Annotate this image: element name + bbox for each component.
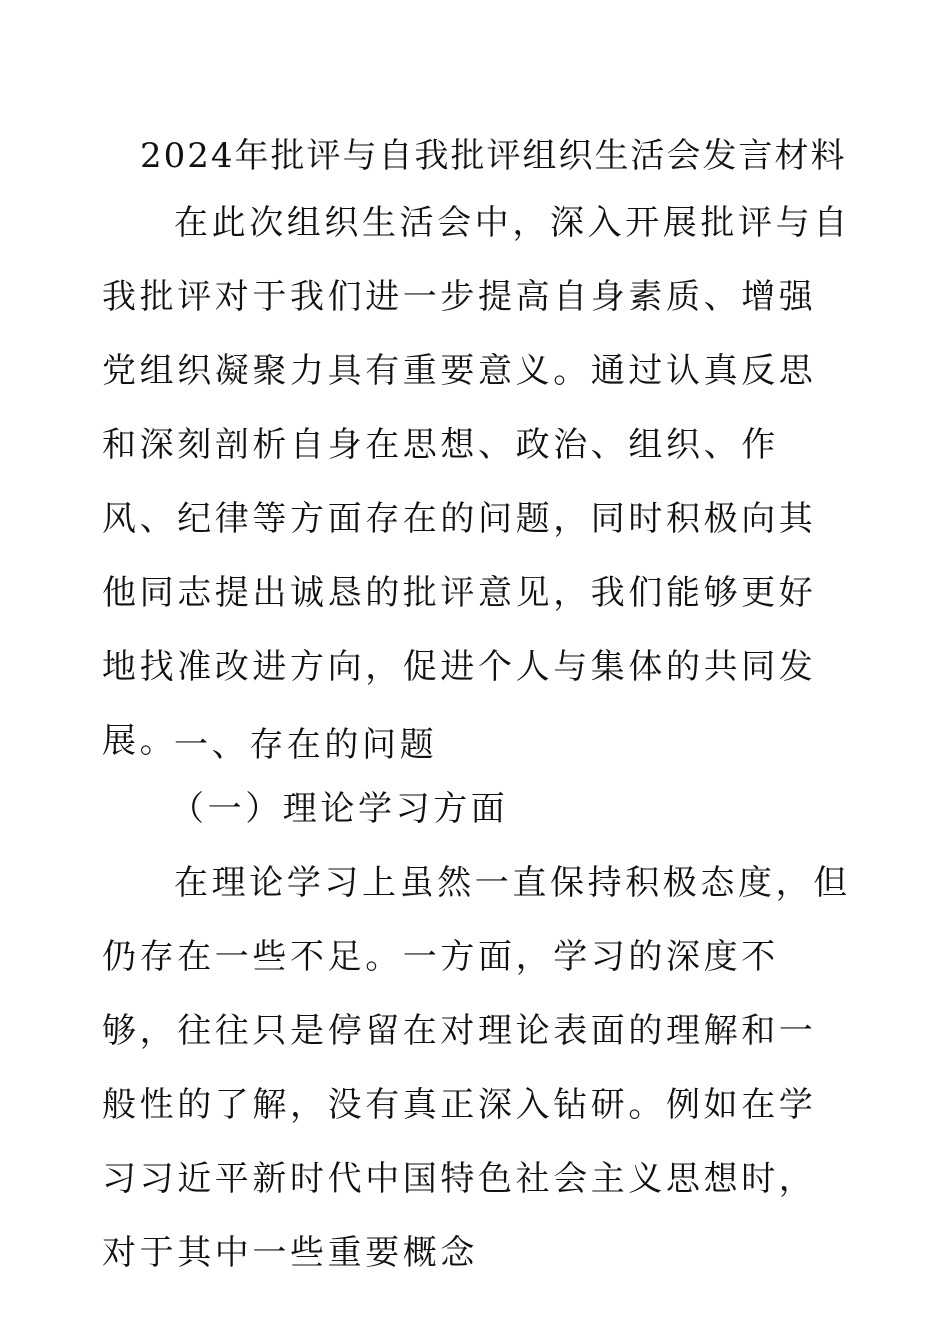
intro-paragraph: 在此次组织生活会中，深入开展批评与自我批评对于我们进一步提高自身素质、增强党组织凝聚力具有重要意义。通过认真反思和深刻剖析自身在思想、政治、组织、作风、纪律等方面存在的问题，同时积极向其他同志提出诚恳的批评意见，我们能够更好地找准改进方向，促进个人与集体的共同发展。 <box>102 203 851 761</box>
body-paragraph: 在理论学习上虽然一直保持积极态度，但仍存在一些不足。一方面，学习的深度不够，往往只是停留在对理论表面的理解和一般性的了解，没有真正深入钻研。例如在学习习近平新时代中国特色社会主义思想时，对于其中一些重要概念 <box>102 863 851 1273</box>
document-title: 2024年批评与自我批评组织生活会发言材料 <box>140 136 847 176</box>
subsection-heading: （一）理论学习方面 <box>170 789 509 829</box>
section-heading: 一、存在的问题 <box>174 725 438 765</box>
